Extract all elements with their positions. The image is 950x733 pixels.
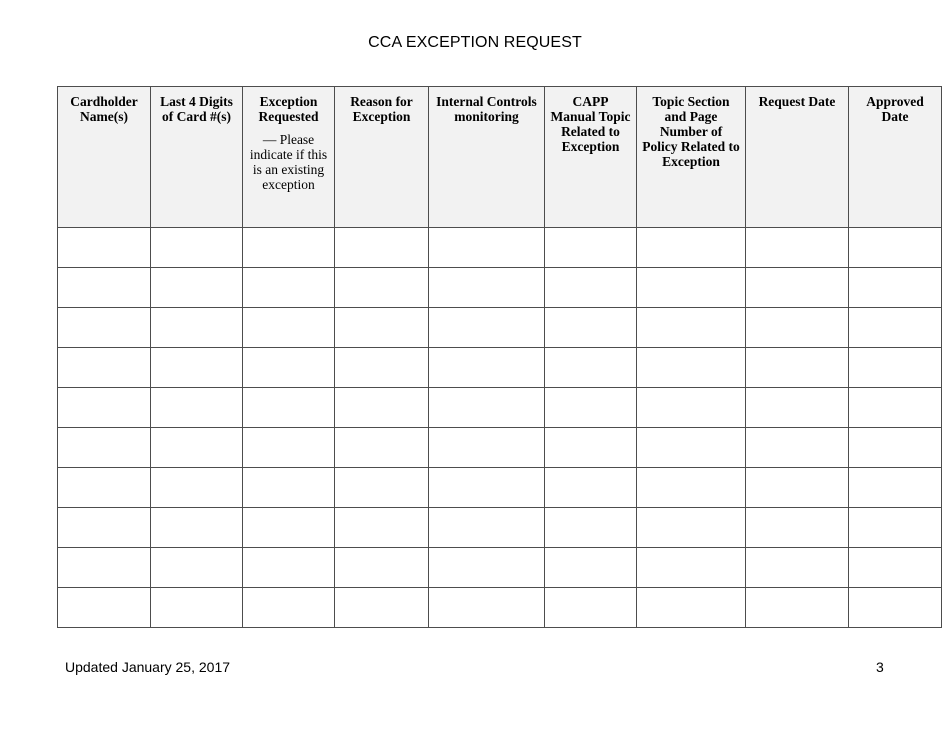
- header-label: Topic Section and Page Number of Policy Related to Exception: [642, 94, 740, 169]
- table-cell[interactable]: [243, 228, 335, 268]
- table-cell[interactable]: [335, 308, 429, 348]
- table-cell[interactable]: [746, 428, 849, 468]
- table-cell[interactable]: [637, 388, 746, 428]
- table-cell[interactable]: [151, 308, 243, 348]
- table-cell[interactable]: [849, 348, 942, 388]
- table-cell[interactable]: [243, 388, 335, 428]
- table-cell[interactable]: [545, 268, 637, 308]
- table-cell[interactable]: [849, 308, 942, 348]
- table-cell[interactable]: [335, 548, 429, 588]
- table-cell[interactable]: [746, 308, 849, 348]
- table-cell[interactable]: [243, 268, 335, 308]
- table-cell[interactable]: [637, 468, 746, 508]
- table-cell[interactable]: [58, 548, 151, 588]
- table-cell[interactable]: [429, 468, 545, 508]
- table-cell[interactable]: [545, 508, 637, 548]
- table-cell[interactable]: [243, 468, 335, 508]
- table-body: [58, 228, 942, 628]
- header-label: Cardholder Name(s): [70, 94, 138, 124]
- page-title: CCA EXCEPTION REQUEST: [368, 34, 582, 51]
- table-row: [58, 308, 942, 348]
- table-row: [58, 348, 942, 388]
- table-cell[interactable]: [429, 308, 545, 348]
- table-cell[interactable]: [637, 228, 746, 268]
- header-label: Last 4 Digits of Card #(s): [160, 94, 233, 124]
- table-cell[interactable]: [151, 348, 243, 388]
- table-cell[interactable]: [243, 348, 335, 388]
- header-row: [58, 87, 942, 228]
- table-cell[interactable]: [429, 508, 545, 548]
- table-cell[interactable]: [243, 428, 335, 468]
- table-cell[interactable]: [58, 508, 151, 548]
- table-cell[interactable]: [746, 268, 849, 308]
- table-cell[interactable]: [545, 388, 637, 428]
- table-cell[interactable]: [429, 548, 545, 588]
- table-cell[interactable]: [746, 348, 849, 388]
- table-cell[interactable]: [243, 588, 335, 628]
- table-cell[interactable]: [58, 468, 151, 508]
- table-cell[interactable]: [58, 348, 151, 388]
- table-cell[interactable]: [746, 588, 849, 628]
- table-cell[interactable]: [243, 508, 335, 548]
- header-topic-section-page: [637, 87, 746, 228]
- table-cell[interactable]: [429, 268, 545, 308]
- table-cell[interactable]: [746, 548, 849, 588]
- table-cell[interactable]: [335, 428, 429, 468]
- table-cell[interactable]: [335, 468, 429, 508]
- table-cell[interactable]: [545, 308, 637, 348]
- exception-request-table: [57, 86, 942, 628]
- table-row: [58, 228, 942, 268]
- table-cell[interactable]: [637, 268, 746, 308]
- table-cell[interactable]: [151, 588, 243, 628]
- table-cell[interactable]: [637, 308, 746, 348]
- table-cell[interactable]: [151, 228, 243, 268]
- table-cell[interactable]: [429, 388, 545, 428]
- table-cell[interactable]: [58, 228, 151, 268]
- table-cell[interactable]: [849, 508, 942, 548]
- table-cell[interactable]: [849, 588, 942, 628]
- table-cell[interactable]: [849, 388, 942, 428]
- header-exception-requested: [243, 87, 335, 228]
- table-cell[interactable]: [746, 388, 849, 428]
- header-cardholder-names: [58, 87, 151, 228]
- table-cell[interactable]: [429, 588, 545, 628]
- header-label: Exception Requested: [258, 94, 319, 124]
- table-cell[interactable]: [151, 388, 243, 428]
- table-cell[interactable]: [243, 308, 335, 348]
- table-row: [58, 508, 942, 548]
- header-label: Internal Controls monitoring: [436, 94, 537, 124]
- header-last-4-digits: [151, 87, 243, 228]
- table-cell[interactable]: [335, 588, 429, 628]
- table-row: [58, 388, 942, 428]
- table-cell[interactable]: [58, 268, 151, 308]
- table-cell[interactable]: [637, 508, 746, 548]
- table-cell[interactable]: [335, 508, 429, 548]
- table-cell[interactable]: [429, 428, 545, 468]
- page-number: 3: [876, 659, 884, 675]
- table-cell[interactable]: [637, 428, 746, 468]
- table-cell[interactable]: [335, 388, 429, 428]
- header-reason-for-exception: [335, 87, 429, 228]
- table-cell[interactable]: [637, 348, 746, 388]
- table-cell[interactable]: [849, 468, 942, 508]
- header-label: Approved Date: [866, 94, 924, 124]
- table-cell[interactable]: [637, 588, 746, 628]
- table-cell[interactable]: [545, 228, 637, 268]
- footer-updated-date: Updated January 25, 2017: [65, 659, 231, 675]
- table-row: [58, 468, 942, 508]
- header-label: Request Date: [758, 94, 836, 109]
- table-cell[interactable]: [545, 548, 637, 588]
- table-cell[interactable]: [545, 588, 637, 628]
- table-cell[interactable]: [243, 548, 335, 588]
- table-cell[interactable]: [746, 508, 849, 548]
- table-cell[interactable]: [58, 308, 151, 348]
- table-row: [58, 588, 942, 628]
- table-cell[interactable]: [151, 468, 243, 508]
- table-cell[interactable]: [746, 468, 849, 508]
- table-cell[interactable]: [151, 268, 243, 308]
- header-label: CAPP Manual Topic Related to Exception: [550, 94, 631, 154]
- table-cell[interactable]: [545, 348, 637, 388]
- table-cell[interactable]: [637, 548, 746, 588]
- table-cell[interactable]: [429, 228, 545, 268]
- table-cell[interactable]: [545, 468, 637, 508]
- table-cell[interactable]: [58, 428, 151, 468]
- table-cell[interactable]: [849, 228, 942, 268]
- header-capp-manual-topic: [545, 87, 637, 228]
- table-row: [58, 268, 942, 308]
- table-cell[interactable]: [545, 428, 637, 468]
- table-cell[interactable]: [151, 428, 243, 468]
- table-cell[interactable]: [335, 228, 429, 268]
- table-cell[interactable]: [58, 588, 151, 628]
- header-approved-date: [849, 87, 942, 228]
- header-label: Reason for Exception: [350, 94, 413, 124]
- table-row: [58, 548, 942, 588]
- table-cell[interactable]: [58, 388, 151, 428]
- table-cell[interactable]: [849, 268, 942, 308]
- table-cell[interactable]: [849, 428, 942, 468]
- table-row: [58, 428, 942, 468]
- table-cell[interactable]: [335, 348, 429, 388]
- header-internal-controls: [429, 87, 545, 228]
- table-cell[interactable]: [151, 508, 243, 548]
- table-cell[interactable]: [151, 548, 243, 588]
- table-cell[interactable]: [746, 228, 849, 268]
- header-request-date: [746, 87, 849, 228]
- table-cell[interactable]: [429, 348, 545, 388]
- header-note: — Please indicate if this is an existing exception: [249, 132, 328, 192]
- table-cell[interactable]: [335, 268, 429, 308]
- table-cell[interactable]: [849, 548, 942, 588]
